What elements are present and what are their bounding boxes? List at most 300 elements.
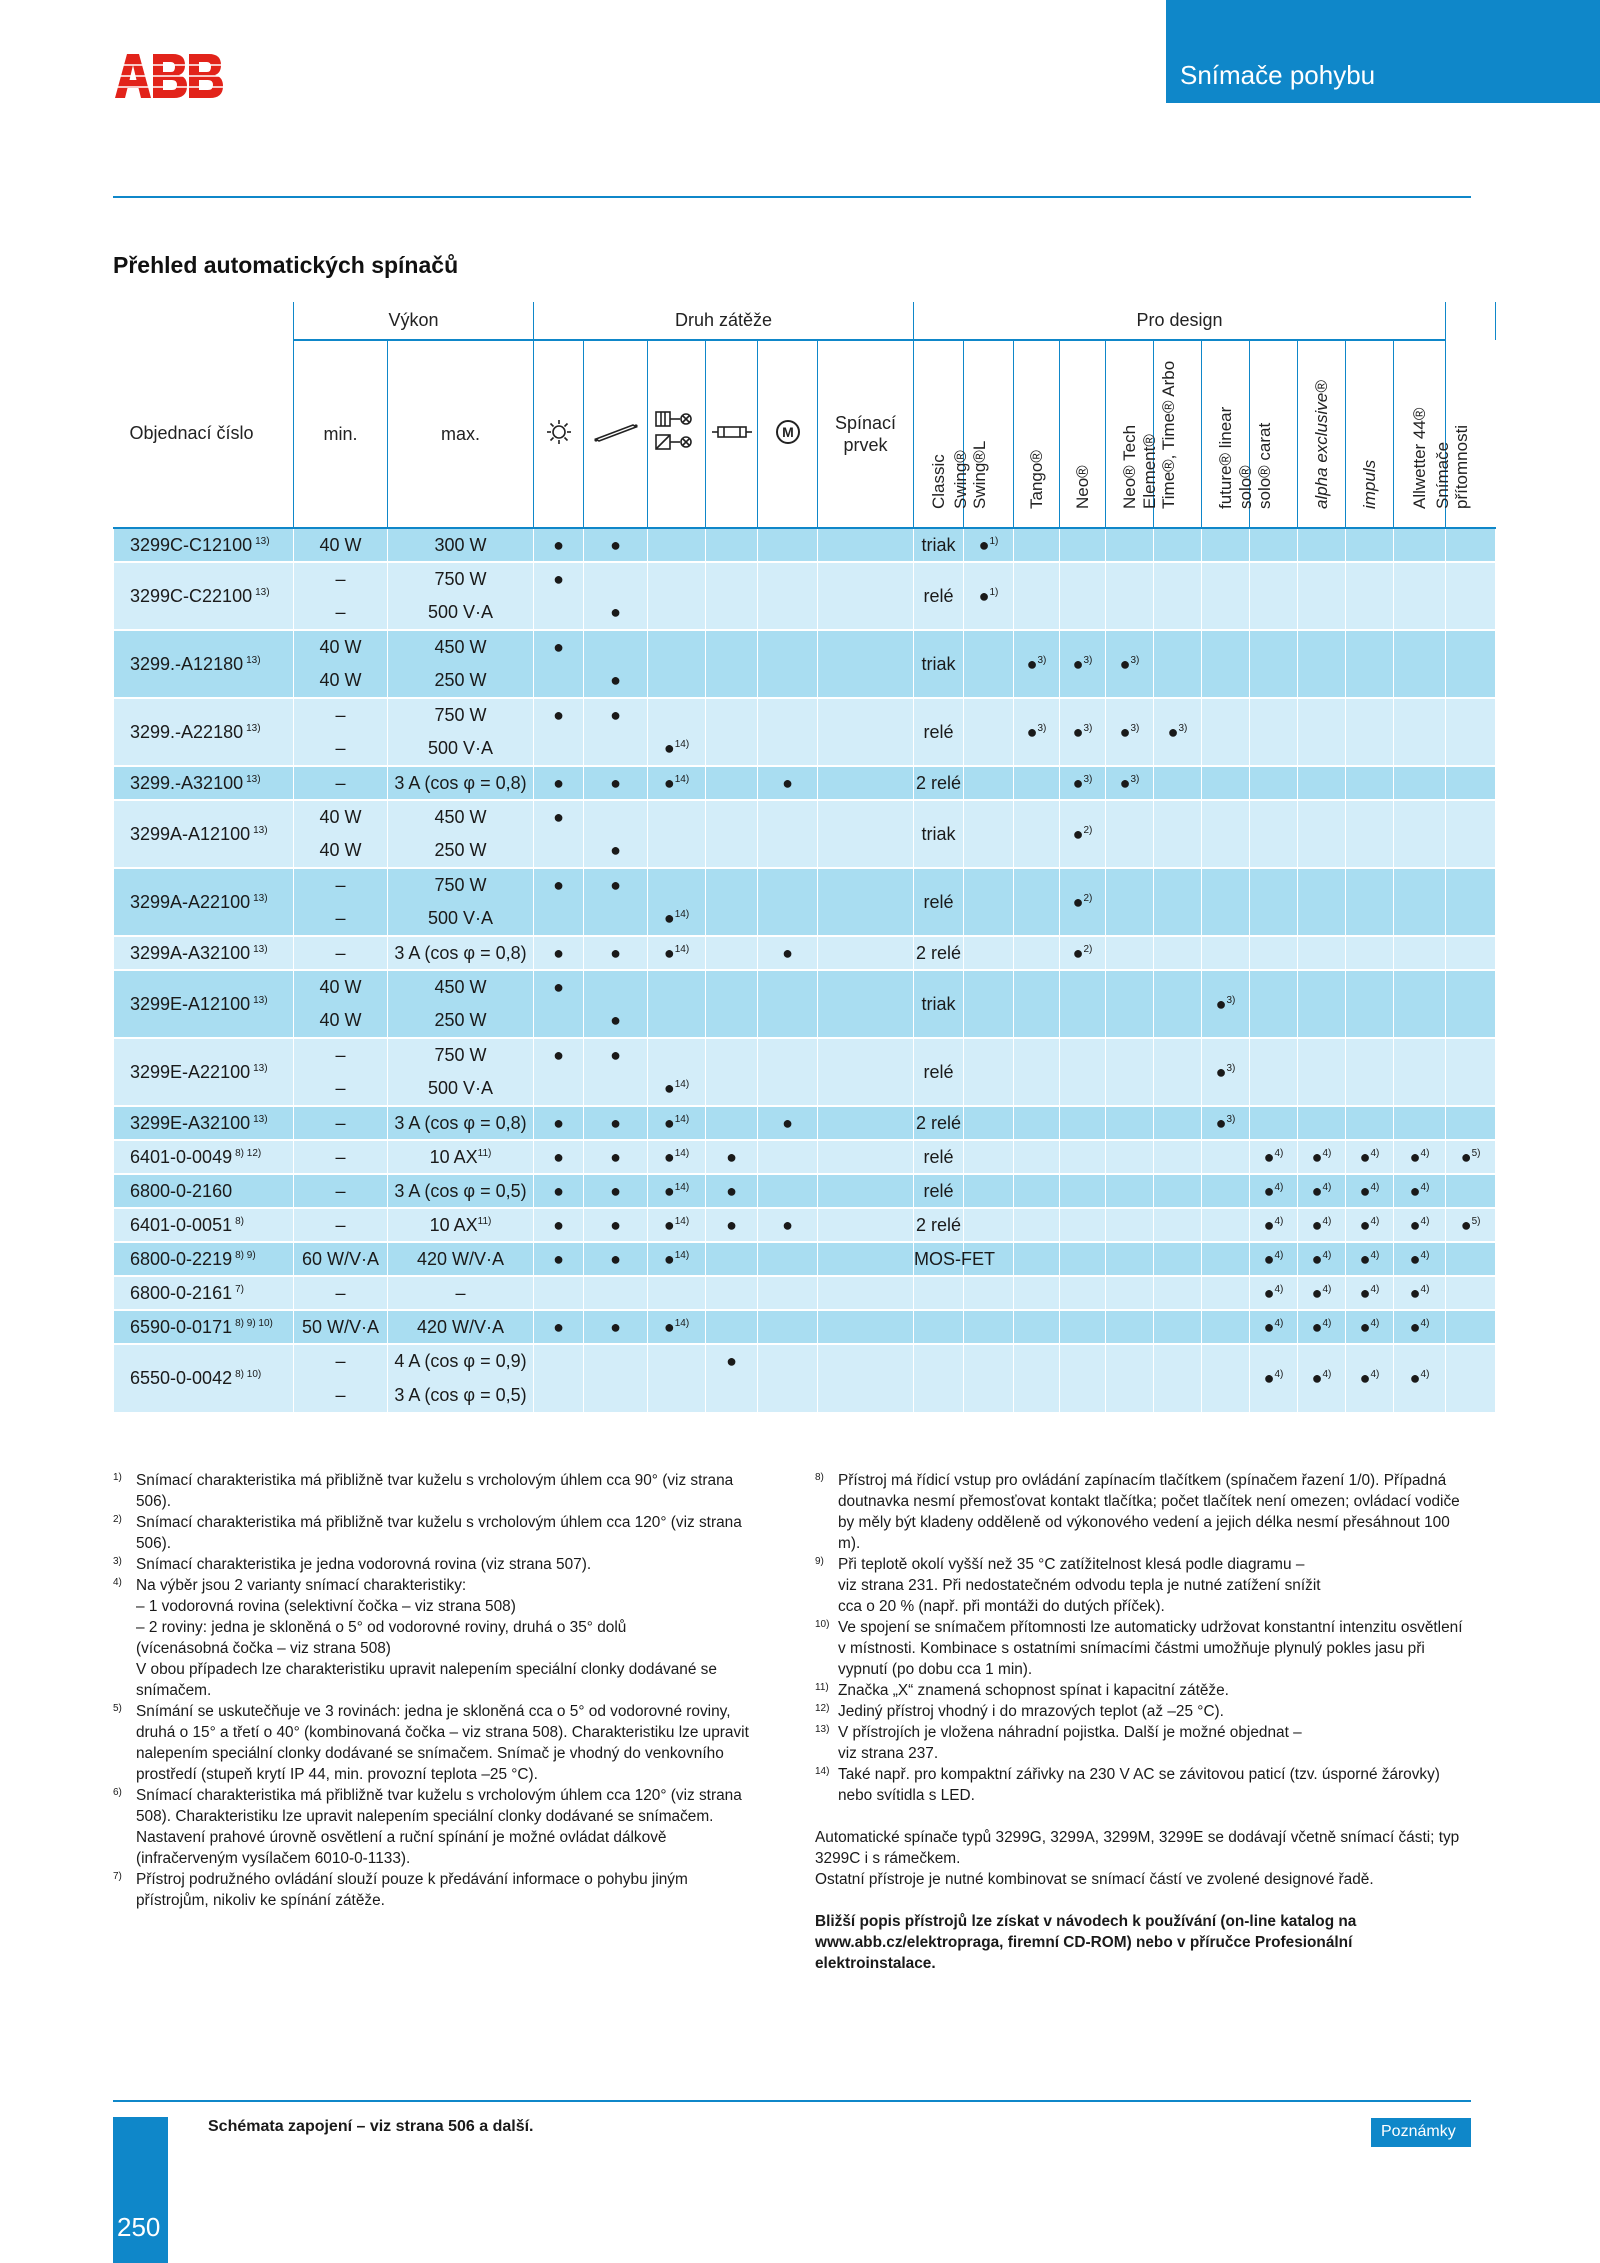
footnote-ref: 14) (674, 1181, 690, 1193)
load-cell (706, 1004, 758, 1038)
order-number (114, 1140, 294, 1174)
design-cell (1250, 1038, 1298, 1106)
design-cell (1060, 562, 1106, 630)
footnote-ref: 3) (1178, 722, 1188, 734)
power-max-value: 450 W (434, 977, 487, 997)
load-cell (758, 1208, 818, 1242)
power-min-value: 40 W (319, 977, 362, 997)
load-dot: ● (553, 942, 564, 963)
power-max (388, 1106, 534, 1140)
footnote-ref: 1) (989, 535, 999, 547)
design-dot: ● (1072, 891, 1084, 912)
switch-element-text: relé (923, 1061, 954, 1082)
design-dot: ● (1409, 1316, 1421, 1337)
load-cell (584, 834, 648, 868)
design-dot: ● (1263, 1214, 1275, 1235)
col-neo-tech: Neo® Tech (1106, 340, 1154, 528)
design-cell (1346, 1106, 1394, 1140)
design-dot: ● (978, 585, 990, 606)
footnote-2 (113, 1512, 753, 1554)
load-cell (758, 1378, 818, 1412)
switch-element (914, 970, 964, 1038)
design-cell (1298, 868, 1346, 936)
power-min (294, 528, 388, 562)
load-dot: ● (610, 942, 621, 963)
design-dot: ● (1409, 1282, 1421, 1303)
design-cell (1346, 1174, 1394, 1208)
footnote-ref: 1) (989, 586, 999, 598)
power-max-value: 3 A (cos φ = 0,8) (394, 772, 527, 793)
load-cell (584, 868, 648, 902)
footnote-14 (815, 1764, 1471, 1806)
order-number-text: 6550-0-0042 (130, 1368, 233, 1388)
load-cell (584, 1174, 648, 1208)
table-row (114, 1106, 1496, 1140)
design-dot: ● (1409, 1146, 1421, 1167)
power-min (294, 868, 388, 902)
footnote-ref: 3) (1226, 994, 1236, 1006)
power-max-value: 750 W (434, 705, 487, 725)
design-cell (1394, 970, 1446, 1038)
load-dot: ● (782, 772, 793, 793)
load-cell (758, 1072, 818, 1106)
footnote-ref: 14) (674, 909, 690, 920)
switch-element-text: triak (921, 534, 956, 555)
load-cell (534, 902, 584, 936)
design-cell (1014, 1038, 1060, 1106)
footnote-1 (113, 1470, 753, 1512)
power-max-value: 750 W (434, 875, 487, 895)
load-cell (758, 1038, 818, 1072)
footnote-ref: 13) (253, 1113, 268, 1125)
load-cell (818, 1310, 914, 1344)
load-dot: ● (610, 670, 621, 690)
design-dot: ● (978, 534, 990, 555)
design-dot: ● (1072, 653, 1084, 674)
load-cell (534, 1106, 584, 1140)
section-title: Snímače pohybu (1180, 60, 1376, 90)
load-cell (648, 970, 706, 1004)
load-cell (648, 1072, 706, 1106)
load-cell (758, 1310, 818, 1344)
design-cell (1394, 1242, 1446, 1276)
power-min (294, 732, 388, 766)
power-max (388, 970, 534, 1004)
abb-logo (113, 52, 225, 100)
design-dot: ● (1311, 1146, 1323, 1167)
load-cell (648, 1140, 706, 1174)
footnote-ref: 4) (1274, 1147, 1284, 1159)
design-cell (1014, 1344, 1060, 1412)
switch-element (914, 1344, 964, 1412)
power-max-value: 10 AX (429, 1146, 478, 1167)
load-cell (534, 1344, 584, 1378)
footnote-number: 14) (815, 1766, 830, 1777)
load-dot: ● (610, 840, 621, 860)
load-dot: ● (553, 1146, 564, 1167)
power-min (294, 1378, 388, 1412)
order-number (114, 868, 294, 936)
footnote-ref: 4) (1370, 1317, 1380, 1329)
power-min-value: 40 W (319, 840, 362, 860)
design-cell (1106, 936, 1154, 970)
footnote-ref: 3) (1226, 1062, 1236, 1074)
design-cell (1060, 1174, 1106, 1208)
footnote-ref: 8) 12) (235, 1147, 262, 1159)
design-dot: ● (1409, 1248, 1421, 1269)
order-number-text: 3299C-C12100 (130, 534, 253, 555)
load-cell (534, 1140, 584, 1174)
footnote-ref: 13) (246, 722, 261, 734)
load-dot: ● (553, 534, 564, 555)
footnote-text: Přístroj podružného ovládání slouží pouze k předávání informace o pohybu jiným přístrojům, nikoliv ke spínání zátěže. (136, 1871, 688, 1909)
load-cell (706, 936, 758, 970)
design-cell (1446, 970, 1496, 1038)
footnote-ref: 4) (1322, 1215, 1332, 1227)
footnote-ref: 11) (477, 1147, 492, 1159)
power-max (388, 596, 534, 630)
switch-element-text: relé (923, 1146, 954, 1167)
footnote-ref: 13) (246, 773, 261, 785)
design-cell (1154, 698, 1202, 766)
footnote-number: 1) (113, 1472, 122, 1483)
design-cell (1202, 528, 1250, 562)
load-cell (534, 1004, 584, 1038)
load-cell (584, 1242, 648, 1276)
design-dot: ● (1215, 1061, 1227, 1082)
power-min-value: – (335, 908, 346, 928)
footnote-11 (815, 1680, 1471, 1701)
design-cell (1106, 698, 1154, 766)
col-impuls: impuls (1346, 340, 1394, 528)
footnote-ref: 4) (1274, 1317, 1284, 1329)
top-divider (113, 196, 1471, 198)
load-cell (758, 562, 818, 596)
power-min-value: 40 W (319, 637, 362, 657)
load-cell (534, 562, 584, 596)
design-cell (1446, 1208, 1496, 1242)
load-cell (758, 868, 818, 902)
load-cell (648, 1106, 706, 1140)
col-solo: solo® solo® carat (1250, 340, 1298, 528)
footnote-ref: 4) (1274, 1249, 1284, 1261)
footnote-number: 3) (113, 1556, 122, 1567)
footnote-ref: 4) (1274, 1369, 1284, 1380)
load-cell (758, 970, 818, 1004)
design-cell (1202, 1310, 1250, 1344)
footnote-ref: 13) (255, 586, 270, 598)
design-cell (1346, 1310, 1394, 1344)
design-cell (964, 1174, 1014, 1208)
load-cell (758, 1174, 818, 1208)
design-dot: ● (1359, 1368, 1371, 1388)
load-cell (534, 766, 584, 800)
col-max: max. (388, 340, 534, 528)
table-row (114, 1344, 1496, 1378)
power-min (294, 1344, 388, 1378)
load-dot: ● (553, 1248, 564, 1269)
load-cell (584, 1072, 648, 1106)
power-min (294, 562, 388, 596)
load-cell (818, 834, 914, 868)
load-cell (706, 902, 758, 936)
order-number (114, 1242, 294, 1276)
footnote-text: – 1 vodorovná rovina (selektivní čočka – viz strana 508) (136, 1598, 516, 1615)
design-cell (1250, 698, 1298, 766)
power-min (294, 1174, 388, 1208)
switch-element-text: 2 relé (915, 1214, 962, 1235)
design-cell (1346, 1208, 1394, 1242)
design-dot: ● (1263, 1146, 1275, 1167)
switch-element-text: relé (923, 585, 954, 606)
power-min (294, 1038, 388, 1072)
power-max (388, 1310, 534, 1344)
footnote-ref: 3) (1037, 654, 1047, 666)
power-max (388, 562, 534, 596)
design-cell (1154, 766, 1202, 800)
design-cell (1014, 1106, 1060, 1140)
load-cell (706, 1038, 758, 1072)
load-cell (584, 1038, 648, 1072)
load-cell (648, 596, 706, 630)
footnote-ref: 8) (235, 1215, 244, 1227)
power-max (388, 664, 534, 698)
load-cell (706, 698, 758, 732)
switch-element-text: triak (921, 653, 956, 674)
table-row (114, 800, 1496, 834)
design-cell (1154, 562, 1202, 630)
design-dot: ● (1119, 721, 1131, 742)
switch-element-text: MOS-FET (914, 1248, 995, 1269)
footnote-ref: 13) (253, 1062, 268, 1074)
design-cell (1298, 936, 1346, 970)
design-cell (1298, 698, 1346, 766)
load-cell (534, 630, 584, 664)
switch-element-text: relé (923, 721, 954, 742)
design-dot: ● (1409, 1368, 1421, 1388)
load-cell (706, 800, 758, 834)
design-cell (1014, 766, 1060, 800)
design-cell (1106, 1038, 1154, 1106)
power-min (294, 1208, 388, 1242)
design-cell (1060, 800, 1106, 868)
design-cell (1446, 936, 1496, 970)
switch-element-text: relé (923, 891, 954, 912)
design-cell (1106, 766, 1154, 800)
design-cell (1346, 800, 1394, 868)
footnote-ref: 4) (1322, 1369, 1332, 1380)
power-min-value: 40 W (319, 670, 362, 690)
load-cell (818, 902, 914, 936)
power-min-value: – (335, 772, 346, 793)
order-number-text: 3299E-A22100 (130, 1061, 251, 1082)
design-cell (1202, 868, 1250, 936)
design-dot: ● (1359, 1248, 1371, 1269)
power-min (294, 834, 388, 868)
order-number (114, 1208, 294, 1242)
design-dot: ● (1359, 1214, 1371, 1235)
footnote-ref: 2) (1083, 943, 1093, 955)
footnote-12 (815, 1701, 1471, 1722)
design-cell (1202, 1174, 1250, 1208)
power-max-value: 250 W (434, 670, 487, 690)
load-cell (534, 1378, 584, 1412)
design-dot: ● (1072, 942, 1084, 963)
footnote-ref: 4) (1420, 1369, 1430, 1380)
table-body (114, 528, 1496, 1412)
design-cell (1106, 1208, 1154, 1242)
switch-element-text: 2 relé (915, 772, 962, 793)
power-max-value: 300 W (434, 534, 487, 555)
design-dot: ● (1460, 1146, 1472, 1167)
footnote-ref: 4) (1420, 1249, 1430, 1261)
design-cell (1446, 528, 1496, 562)
power-max (388, 902, 534, 936)
footnote-text: Při teplotě okolí vyšší než 35 °C zatížitelnost klesá podle diagramu – (838, 1556, 1305, 1573)
footnote-ref: 13) (253, 943, 268, 955)
design-cell (1298, 1344, 1346, 1412)
load-cell (818, 596, 914, 630)
footnote-ref: 4) (1370, 1283, 1380, 1295)
load-cell (584, 1106, 648, 1140)
power-max-value: 3 A (cos φ = 0,8) (394, 1112, 527, 1133)
load-cell (818, 970, 914, 1004)
power-min (294, 800, 388, 834)
switch-element (914, 766, 964, 800)
footnote-ref: 4) (1322, 1181, 1332, 1193)
load-cell (706, 528, 758, 562)
load-cell (534, 1310, 584, 1344)
table-row (114, 1242, 1496, 1276)
footnote-7 (113, 1869, 753, 1911)
design-cell (964, 766, 1014, 800)
load-cell (584, 936, 648, 970)
load-cell (758, 698, 818, 732)
design-cell (1298, 1106, 1346, 1140)
design-dot: ● (1311, 1316, 1323, 1337)
load-cell (648, 562, 706, 596)
svg-text:M: M (781, 423, 794, 440)
design-cell (1346, 1242, 1394, 1276)
footnote-10 (815, 1617, 1471, 1680)
load-cell (648, 766, 706, 800)
load-cell (758, 664, 818, 698)
power-min-value: – (335, 1180, 346, 1201)
load-cell (818, 1208, 914, 1242)
table-row (114, 562, 1496, 596)
design-cell (1346, 1344, 1394, 1412)
load-cell (818, 664, 914, 698)
load-cell (818, 936, 914, 970)
design-cell (1250, 1208, 1298, 1242)
design-dot: ● (1263, 1180, 1275, 1201)
design-cell (1346, 1140, 1394, 1174)
footnote-number: 2) (113, 1514, 122, 1525)
section-tab (1166, 0, 1600, 103)
footnote-ref: 4) (1420, 1283, 1430, 1295)
design-cell (964, 936, 1014, 970)
load-cell (758, 732, 818, 766)
footnote-text: – 2 roviny: jedna je skloněná o 5° od vodorovné roviny, druhá o 35° dolů (136, 1619, 627, 1636)
load-dot: ● (782, 1214, 793, 1235)
power-min-value: 60 W/V·A (301, 1248, 380, 1269)
table-row (114, 528, 1496, 562)
design-cell (1202, 936, 1250, 970)
load-cell (648, 630, 706, 664)
footnote-ref: 5) (1471, 1215, 1481, 1227)
power-min-value: – (335, 1045, 346, 1065)
power-min-value: – (335, 738, 346, 758)
load-dot: ● (663, 1146, 675, 1167)
design-cell (1394, 630, 1446, 698)
design-cell (1298, 1242, 1346, 1276)
design-cell (964, 800, 1014, 868)
design-cell (1202, 970, 1250, 1038)
switch-element (914, 1276, 964, 1310)
col-tango: Tango® (1014, 340, 1060, 528)
design-cell (1014, 800, 1060, 868)
power-min-value: – (335, 1146, 346, 1167)
design-cell (1446, 1276, 1496, 1310)
design-cell (1154, 630, 1202, 698)
design-cell (1106, 630, 1154, 698)
load-dot: ● (610, 1010, 621, 1030)
load-cell (648, 834, 706, 868)
design-cell (1250, 1106, 1298, 1140)
design-cell (1014, 1174, 1060, 1208)
design-dot: ● (1311, 1248, 1323, 1269)
load-cell (706, 630, 758, 664)
footnote-number: 4) (113, 1577, 122, 1588)
load-dot: ● (553, 1214, 564, 1235)
load-cell (818, 766, 914, 800)
design-cell (964, 970, 1014, 1038)
design-cell (1014, 1140, 1060, 1174)
power-max (388, 1072, 534, 1106)
power-max-value: 420 W/V·A (416, 1316, 505, 1337)
load-cell (818, 868, 914, 902)
load-dot: ● (663, 1316, 675, 1337)
design-cell (964, 1106, 1014, 1140)
load-dot: ● (610, 1045, 621, 1065)
design-cell (1250, 936, 1298, 970)
design-dot: ● (1263, 1248, 1275, 1269)
load-cell (818, 1004, 914, 1038)
table-row (114, 1174, 1496, 1208)
footnote-text: cca o 20 % (např. při montáži do dutých příček). (838, 1598, 1165, 1615)
halogen-tube-icon (584, 340, 648, 528)
order-number-text: 3299A-A32100 (130, 942, 251, 963)
footnote-number: 11) (815, 1682, 829, 1693)
design-cell (1346, 868, 1394, 936)
col-future-linear: future® linear (1202, 340, 1250, 528)
power-max (388, 1140, 534, 1174)
design-cell (1014, 1310, 1060, 1344)
footnote-6 (113, 1785, 753, 1869)
load-dot: ● (610, 534, 621, 555)
load-cell (706, 1276, 758, 1310)
col-alpha-exclusive: alpha exclusive® (1298, 340, 1346, 528)
order-number-text: 3299.-A32100 (130, 772, 244, 793)
order-number (114, 936, 294, 970)
load-dot: ● (610, 1316, 621, 1337)
design-cell (1394, 936, 1446, 970)
load-cell (706, 1344, 758, 1378)
design-dot: ● (1263, 1282, 1275, 1303)
switch-element (914, 1310, 964, 1344)
load-dot: ● (663, 942, 675, 963)
design-cell (1394, 800, 1446, 868)
